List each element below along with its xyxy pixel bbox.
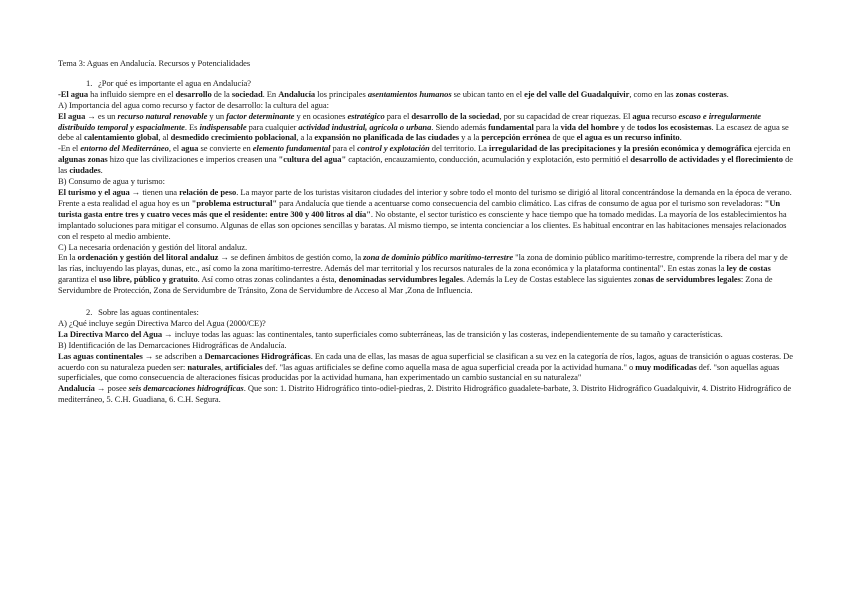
q1-section-a-paragraph-2: -En el entorno del Mediterráneo, el agua se convierte en elemento fundamental para el control y explotación del territorio. La irregularidad de las precipitaciones y la presión económica y demográfica ejercida en algunas zonas hizo que las civilizaciones e imperios creasen una "cultura del agua" captación, encauzamiento, conducción, acumulación y explotación, esto permitió el desarrollo de actividades y el florecimiento de las ciudades. — [58, 143, 793, 176]
q2-section-b-paragraph-2: Andalucía → posee seis demarcaciones hidrográficas. Que son: 1. Distrito Hidrográfico tinto-odiel-piedras, 2. Distrito Hidrográfico guadalete-barbate, 3. Distrito Hidrográfico Guadalquivir, 4. Distrito Hidrográfico de mediterráneo, 5. C.H. Guadiana, 6. C.H. Segura. — [58, 383, 792, 405]
question-2-heading — [58, 307, 794, 318]
q1-section-a-heading: A) Importancia del agua como recurso y factor de desarrollo: la cultura del agua: — [58, 99, 329, 110]
q1-section-a-paragraph-1: El agua → es un recurso natural renovable y un factor determinante y en ocasiones estratégico para el desarrollo de la sociedad, por su capacidad de crear riquezas. El agua recurso escaso e irregularmente distribuido temporal y espacialmente. Es indispensable para cualquier actividad industrial, agrícola o urbana. Siendo además fundamental para la vida del hombre y de todos los ecosistemas. La escasez de agua se debe al calentamiento global, al desmedido crecimiento poblacional, a la expansión no planificada de las ciudades y a la percepción errónea de que el agua es un recurso infinito. — [58, 110, 789, 143]
q1-section-c-heading: C) La necesaria ordenación y gestión del litoral andaluz. — [58, 241, 248, 252]
q2-section-b-paragraph-1: Las aguas continentales → se adscriben a Demarcaciones Hidrográficas. En cada una de ellas, las masas de agua superficial se clasifican a su vez en la categoría de ríos, lagos, aguas de transición o aguas costeras. De acuerdo con su naturaleza pueden ser: naturales, artificiales def. "las aguas artificiales se define como aquella masa de agua superficial creada por la actividad humana." o muy modificadas def. "son aquellas aguas superficiales, que como consecuencia de alteraciones físicas producidas por la actividad humana, han experimentado un cambio sustancial en su naturaleza" — [58, 350, 793, 383]
q2-section-a-paragraph: La Directiva Marco del Agua → incluye todas las aguas: las continentales, tanto superficiales como subterráneas, las de transición y las costeras, independientemente de su tamaño y características. — [58, 328, 723, 339]
question-2-number: 2. — [86, 307, 93, 318]
q1-section-b-paragraph: El turismo y el agua → tienen una relación de peso. La mayor parte de los turistas visitaron ciudades del interior y sobre todo el monto del turismo se dirigió al litoral concentrándose la demanda en la época de verano. Frente a esta realidad el agua hoy es un "problema estructural" para Andalucía que tiende a acentuarse como consecuencia del cambio climático. Las cifras de consumo de agua por el turismo son reveladoras: "Un turista gasta entre tres y cuatro veces más que el residente: entre 300 y 400 litros al día". No obstante, el sector turístico es consciente y hace tiempo que ha tomado medidas. La mayoría de los establecimientos ha implantado soluciones para mitigar el consumo. Algunas de ellas son opciones sencillas y baratas. Al mismo tiempo, se intenta concienciar a los clientes. Es habitual encontrar en las habitaciones mensajes relacionados con el respeto al medio ambiente. — [58, 186, 792, 241]
question-1-number: 1. — [86, 77, 93, 88]
question-1-heading — [58, 78, 794, 89]
document-body — [58, 58, 794, 405]
question-1-text: ¿Por qué es importante el agua en Andalucía? — [98, 77, 251, 88]
q1-section-c-paragraph: En la ordenación y gestión del litoral andaluz → se definen ámbitos de gestión como, la zona de dominio público marítimo-terrestre "la zona de dominio público marítimo-terrestre, comprende la ribera del mar y de las rías, incluyendo las playas, dunas, etc., así como la zona marítimo-terrestre. Además del mar territorial y los recursos naturales de la zona económica y la plataforma continental". En estas zonas la ley de costas garantiza el uso libre, público y gratuito. Así como otras zonas colindantes a ésta, denominadas servidumbres legales. Además la Ley de Costas establece las siguientes zonas de servidumbres legales: Zona de Servidumbre de Protección, Zona de Servidumbre de Tránsito, Zona de Servidumbre de Acceso al Mar ,Zona de Influencia. — [58, 252, 788, 296]
q1-intro-paragraph: -El agua ha influido siempre en el desarrollo de la sociedad. En Andalucía los principales asentamientos humanos se ubican tanto en el eje del valle del Guadalquivir, como en las zonas costeras. — [58, 88, 729, 99]
question-2-text: Sobre las aguas continentales: — [98, 307, 199, 318]
section-spacer — [58, 296, 794, 307]
document-title: Tema 3: Aguas en Andalucía. Recursos y Potencialidades — [58, 58, 251, 68]
q2-section-a-heading: A) ¿Qué incluye según Directiva Marco del Agua (2000/CE)? — [58, 317, 266, 328]
q1-section-b-heading: B) Consumo de agua y turismo: — [58, 176, 165, 187]
q2-section-b-heading: B) Identificación de las Demarcaciones Hidrográficas de Andalucía. — [58, 339, 287, 350]
